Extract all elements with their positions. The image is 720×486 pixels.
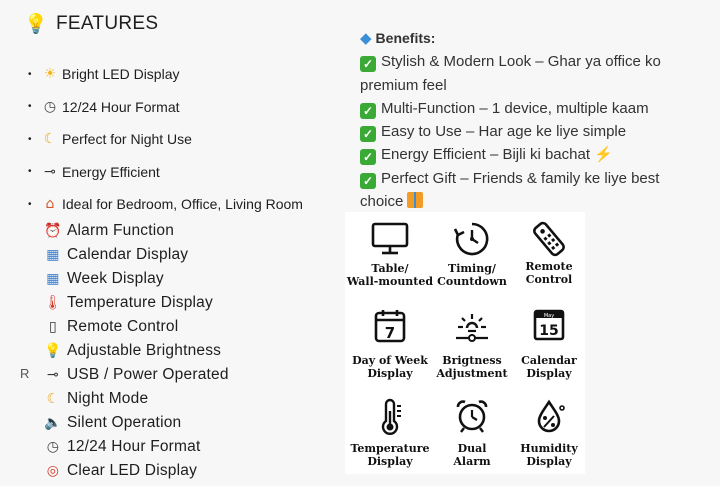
feature-item — [42, 435, 229, 459]
feature-label: 12/24 Hour Format — [62, 98, 180, 115]
monitor-icon — [370, 220, 410, 258]
benefit-text: Energy Efficient – Bijli ki bachat — [381, 146, 590, 164]
feature-label: Temperature Display — [67, 294, 213, 311]
feature-item — [42, 387, 229, 411]
grid-label: Humidity — [520, 442, 578, 455]
feature-label: 12/24 Hour Format — [67, 438, 201, 455]
bullet-dot: • — [28, 133, 32, 145]
check-mark-icon: ✓ — [360, 126, 376, 142]
feature-item — [28, 91, 303, 124]
check-mark-icon: ✓ — [360, 149, 376, 165]
check-mark-icon: ✓ — [360, 103, 376, 119]
bullet-dot: • — [28, 198, 32, 210]
benefit-text: Stylish & Modern Look – Ghar ya office ko premium feel — [360, 53, 661, 94]
grid-label: Wall-mounted — [346, 275, 434, 288]
benefit-line — [360, 167, 690, 214]
grid-label: Dual — [457, 442, 487, 455]
feature-icon-grid — [345, 212, 585, 474]
benefit-text: Perfect Gift – Friends & family ke liye best choice — [360, 169, 660, 211]
grid-label: Calendar — [521, 354, 577, 367]
bullet-dot: • — [28, 68, 32, 80]
grid-label: Countdown — [437, 275, 507, 288]
benefit-line — [360, 50, 690, 97]
grid-label: Adjustment — [436, 367, 508, 380]
target-icon: ◎ — [46, 463, 60, 479]
feature-label: Alarm Function — [67, 222, 175, 239]
feature-label: Clear LED Display — [67, 462, 198, 479]
feature-item — [42, 339, 229, 363]
brightness-icon — [452, 308, 492, 346]
benefit-line — [360, 120, 690, 143]
house-icon: ⌂ — [45, 196, 55, 213]
feature-label: Bright LED Display — [62, 66, 180, 83]
benefits-section — [360, 27, 690, 213]
grid-label: Control — [525, 273, 573, 286]
grid-label: Display — [526, 455, 572, 468]
grid-item-remote — [504, 220, 594, 286]
calendar-day-number: 15 — [539, 323, 559, 339]
feature-label: Silent Operation — [67, 414, 182, 431]
feature-item — [42, 291, 229, 315]
features-title: FEATURES — [55, 12, 159, 34]
feature-bullet-list — [28, 58, 303, 221]
grid-item-humidity — [504, 398, 594, 468]
grid-label: Display — [526, 367, 572, 380]
benefit-text: Easy to Use – Har age ke liye simple — [381, 123, 627, 141]
star-icon: ☀ — [43, 66, 57, 83]
speaker-icon: 🔈 — [44, 415, 62, 431]
lightbulb-icon: 💡 — [24, 13, 48, 35]
grid-item-calendar — [504, 306, 594, 380]
humidity-icon — [529, 398, 569, 436]
calendar-month: May — [543, 313, 555, 319]
grid-label: Table/ — [371, 262, 409, 275]
grid-item-day-of-week — [345, 308, 435, 380]
check-mark-icon: ✓ — [360, 173, 376, 189]
bullet-dot: • — [28, 166, 32, 178]
feature-item — [42, 363, 229, 387]
grid-item-temperature — [345, 398, 435, 468]
feature-label: Calendar Display — [67, 246, 189, 263]
calendar-icon: ▦ — [46, 247, 60, 263]
feature-item — [42, 243, 229, 267]
remote-control-icon — [529, 220, 569, 258]
check-mark-icon: ✓ — [360, 56, 376, 72]
gem-icon: ◆ — [360, 30, 372, 47]
feature-label: Remote Control — [67, 318, 179, 335]
moon-icon: ☾ — [43, 131, 57, 148]
calendar-15-icon — [529, 306, 569, 344]
bullet-dot: • — [28, 101, 32, 113]
grid-label: Alarm — [453, 455, 491, 468]
feature-item — [42, 267, 229, 291]
benefit-line — [360, 143, 690, 166]
feature-label: Energy Efficient — [62, 163, 160, 180]
gift-icon — [407, 192, 423, 208]
feature-item — [28, 123, 303, 156]
mobile-phone-icon: ▯ — [49, 319, 57, 335]
grid-label: Timing/ — [448, 262, 496, 275]
lightning-icon: ⚡ — [594, 146, 613, 164]
grid-label: Day of Week — [352, 354, 428, 367]
feature-label: Night Mode — [67, 390, 149, 407]
plug-icon: ⊸ — [47, 367, 59, 383]
stray-letter: R — [20, 366, 30, 381]
feature-item — [42, 459, 229, 483]
benefit-line — [360, 97, 690, 120]
plug-icon: ⊸ — [44, 163, 56, 180]
grid-item-table-wall — [345, 220, 435, 288]
thermometer-icon: 🌡 — [44, 295, 62, 311]
calendar-icon: ▦ — [46, 271, 60, 287]
calendar-7-icon — [370, 308, 410, 346]
feature-label: Ideal for Bedroom, Office, Living Room — [62, 196, 303, 213]
feature-label: USB / Power Operated — [67, 366, 229, 383]
moon-icon: ☾ — [46, 391, 60, 407]
alarm-clock-icon: ⏰ — [44, 223, 62, 239]
timer-icon — [452, 220, 492, 258]
grid-label: Brigtness — [442, 354, 502, 367]
calendar-day-number: 7 — [384, 324, 396, 342]
benefits-heading — [360, 27, 690, 50]
feature-label: Week Display — [67, 270, 164, 287]
grid-label: Display — [367, 367, 413, 380]
clock-icon: ◷ — [46, 439, 60, 455]
grid-label: Temperature — [350, 442, 430, 455]
lightbulb-icon: 💡 — [44, 343, 62, 359]
feature-label: Adjustable Brightness — [67, 342, 222, 359]
feature-item — [28, 156, 303, 189]
benefits-title: Benefits: — [375, 30, 436, 46]
feature-item — [42, 411, 229, 435]
feature-item — [28, 188, 303, 221]
clock-icon: ◷ — [43, 98, 57, 115]
grid-label: Remote — [525, 260, 573, 273]
feature-plain-list — [42, 219, 229, 483]
grid-label: Display — [367, 455, 413, 468]
alarm-clock-icon — [452, 398, 492, 436]
feature-item — [28, 58, 303, 91]
feature-item — [42, 219, 229, 243]
benefit-text: Multi-Function – 1 device, multiple kaam — [381, 99, 649, 117]
features-heading — [24, 12, 158, 35]
feature-label: Perfect for Night Use — [62, 131, 192, 148]
feature-item — [42, 315, 229, 339]
thermometer-icon — [370, 398, 410, 436]
